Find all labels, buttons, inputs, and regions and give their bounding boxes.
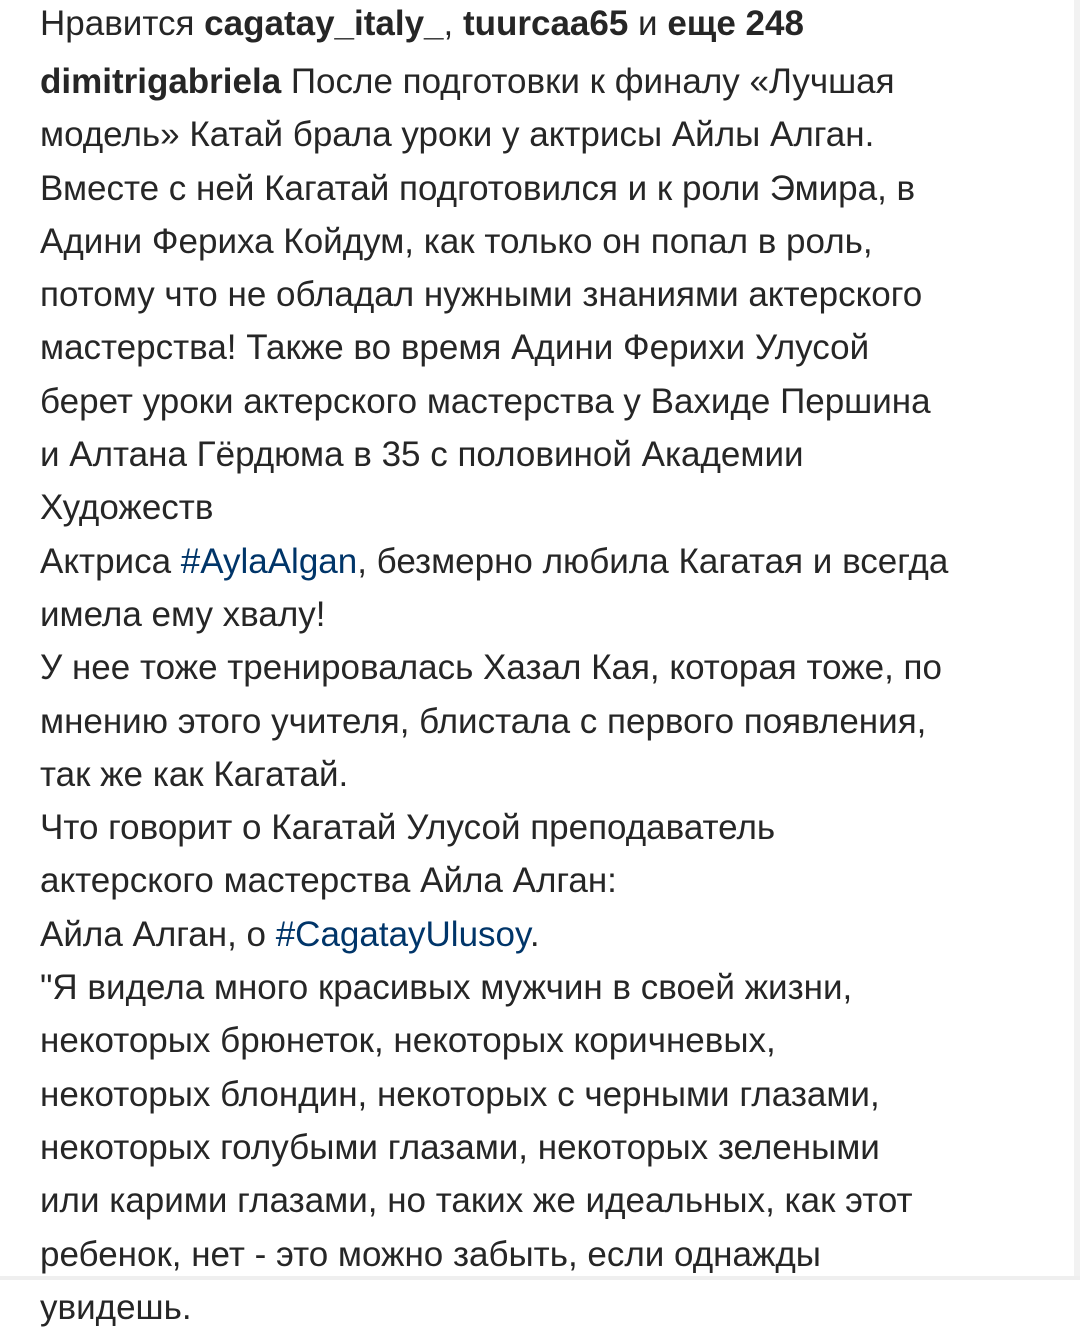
caption-line: или карими глазами, но таких же идеальных, как этот xyxy=(40,1181,913,1221)
caption-line: мнению этого учителя, блистала с первого появления, xyxy=(40,701,927,741)
likes-separator: , xyxy=(443,4,463,43)
likes-prefix: Нравится xyxy=(40,4,205,43)
caption-line: модель» Катай брала уроки у актрисы Айлы Алган. xyxy=(40,115,875,155)
caption-line: ребенок, нет - это можно забыть, если однажды xyxy=(40,1234,821,1274)
caption-line: мастерства! Также во время Адини Ферихи Улусой xyxy=(40,328,870,368)
caption-line: Что говорит о Кагатай Улусой преподаватель xyxy=(40,808,776,848)
caption-line: У нее тоже тренировалась Хазал Кая, которая тоже, по xyxy=(40,648,942,688)
likes-more-count[interactable]: еще 248 xyxy=(667,4,804,43)
caption-line: Художеств xyxy=(40,488,214,528)
liker-username-1[interactable]: cagatay_italy_ xyxy=(204,4,444,43)
caption-line-1-text: После подготовки к финалу «Лучшая xyxy=(281,62,895,101)
likes-summary xyxy=(40,2,804,46)
caption-line: так же как Кагатай. xyxy=(40,754,349,794)
hashtag-link-cagatayulusoy[interactable]: #CagatayUlusoy xyxy=(275,914,530,954)
screen-edge-shadow xyxy=(1074,0,1080,1280)
caption-line-10-post: , безмерно любила Кагатая и всегда xyxy=(357,541,949,581)
caption-line xyxy=(40,908,1045,961)
caption-line: потому что не обладал нужными знаниями актерского xyxy=(40,275,923,315)
caption-line xyxy=(40,55,1045,108)
caption-line: Вместе с ней Кагатай подготовился и к роли Эмира, в xyxy=(40,168,916,208)
likes-and-text: и xyxy=(628,4,668,43)
liker-username-2[interactable]: tuurcaa65 xyxy=(462,4,629,43)
caption-line: "Я видела много красивых мужчин в своей жизни, xyxy=(40,968,853,1008)
caption-line: и Алтана Гёрдюма в 35 с половиной Академии xyxy=(40,435,804,475)
caption-line-10-pre: Актриса xyxy=(40,541,181,581)
caption-line: некоторых блондин, некоторых с черными глазами, xyxy=(40,1074,880,1114)
caption-line: некоторых голубыми глазами, некоторых зелеными xyxy=(40,1127,880,1167)
caption-line xyxy=(40,535,1045,588)
caption-line: Адини Фериха Койдум, как только он попал в роль, xyxy=(40,221,873,261)
caption-text xyxy=(40,55,1045,1334)
caption-line-17-post: . xyxy=(529,914,540,954)
caption-line: имела ему хвалу! xyxy=(40,594,326,634)
caption-line: актерского мастерства Айла Алган: xyxy=(40,861,617,901)
caption-line: берет уроки актерского мастерства у Вахиде Першина xyxy=(40,381,931,421)
caption-line: некоторых брюнеток, некоторых коричневых, xyxy=(40,1021,776,1061)
bottom-divider xyxy=(0,1276,1080,1280)
caption-line: увидешь. xyxy=(40,1287,192,1327)
caption-line-17-pre: Айла Алган, о xyxy=(40,914,276,954)
author-username[interactable]: dimitrigabriela xyxy=(40,62,282,101)
hashtag-link-aylaalgan[interactable]: #AylaAlgan xyxy=(180,541,358,581)
